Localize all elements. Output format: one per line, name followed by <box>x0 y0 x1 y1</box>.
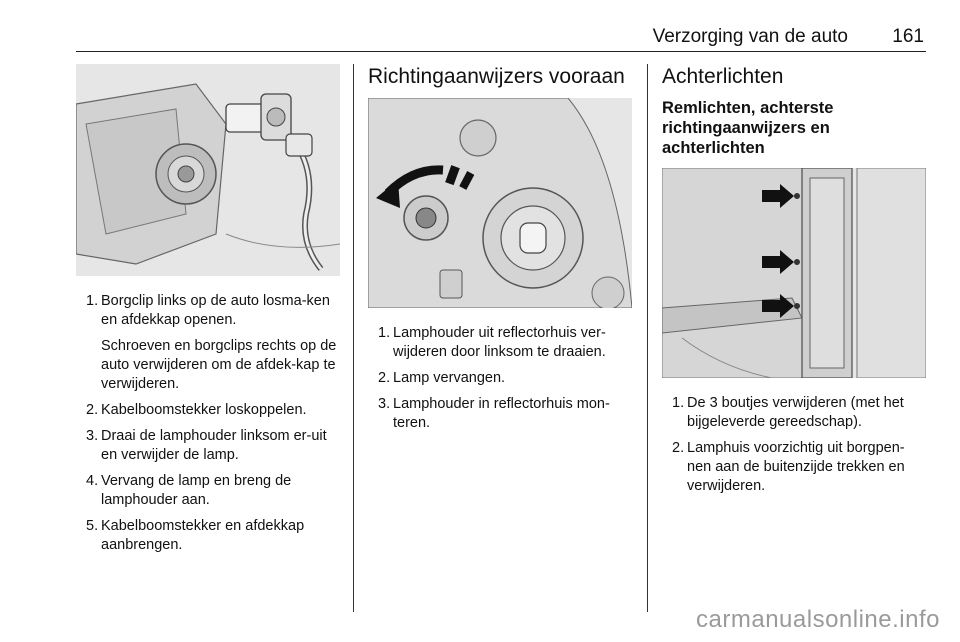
list-item: 3. Lamphouder in reflectorhuis mon-teren. <box>378 396 610 431</box>
column-front-indicators <box>368 64 632 440</box>
list-item: 2. Lamp vervangen. <box>378 370 506 386</box>
section-subtitle: Remlichten, achterste richtingaanwijzers en achterlichten <box>662 99 834 157</box>
column-headlamp <box>76 64 340 562</box>
column-divider-1 <box>353 64 354 612</box>
section-title: Achterlichten <box>662 65 784 88</box>
section-title: Richtingaanwijzers vooraan <box>368 65 625 88</box>
list-item: 2. Lamphuis voorzichtig uit borgpen-nen aan de buitenzijde trekken en verwijderen. <box>672 440 905 494</box>
front-indicator-steps <box>368 324 632 433</box>
list-item: 2. Kabelboomstekker loskoppelen. <box>86 402 307 418</box>
page-header <box>76 24 926 52</box>
watermark: carmanualsonline.info <box>696 606 940 633</box>
page-number: 161 <box>892 26 924 47</box>
headlamp-steps <box>76 292 340 555</box>
list-item: 1. Lamphouder uit reflectorhuis ver-wijderen door linksom te draaien. <box>378 325 606 360</box>
rear-light-steps <box>662 394 926 496</box>
list-item: 1. Borgclip links op de auto losma-ken en afdekkap openen. Schroeven en borgclips rechts op de auto verwijderen om de afdek-kap te verwijderen. <box>86 293 337 392</box>
list-item: 1. De 3 boutjes verwijderen (met het bijgeleverde gereedschap). <box>672 395 904 430</box>
front-indicator-illustration <box>368 98 632 308</box>
headlamp-bulb-illustration <box>76 64 340 276</box>
column-divider-2 <box>647 64 648 612</box>
list-item: 5. Kabelboomstekker en afdekkap aanbrengen. <box>86 518 305 553</box>
list-item: 3. Draai de lamphouder linksom er-uit en verwijder de lamp. <box>86 428 327 463</box>
column-rear-lights <box>662 64 926 503</box>
list-item: 4. Vervang de lamp en breng de lamphouder aan. <box>86 473 292 508</box>
rear-light-illustration <box>662 168 926 378</box>
header-title: Verzorging van de auto <box>652 26 848 47</box>
